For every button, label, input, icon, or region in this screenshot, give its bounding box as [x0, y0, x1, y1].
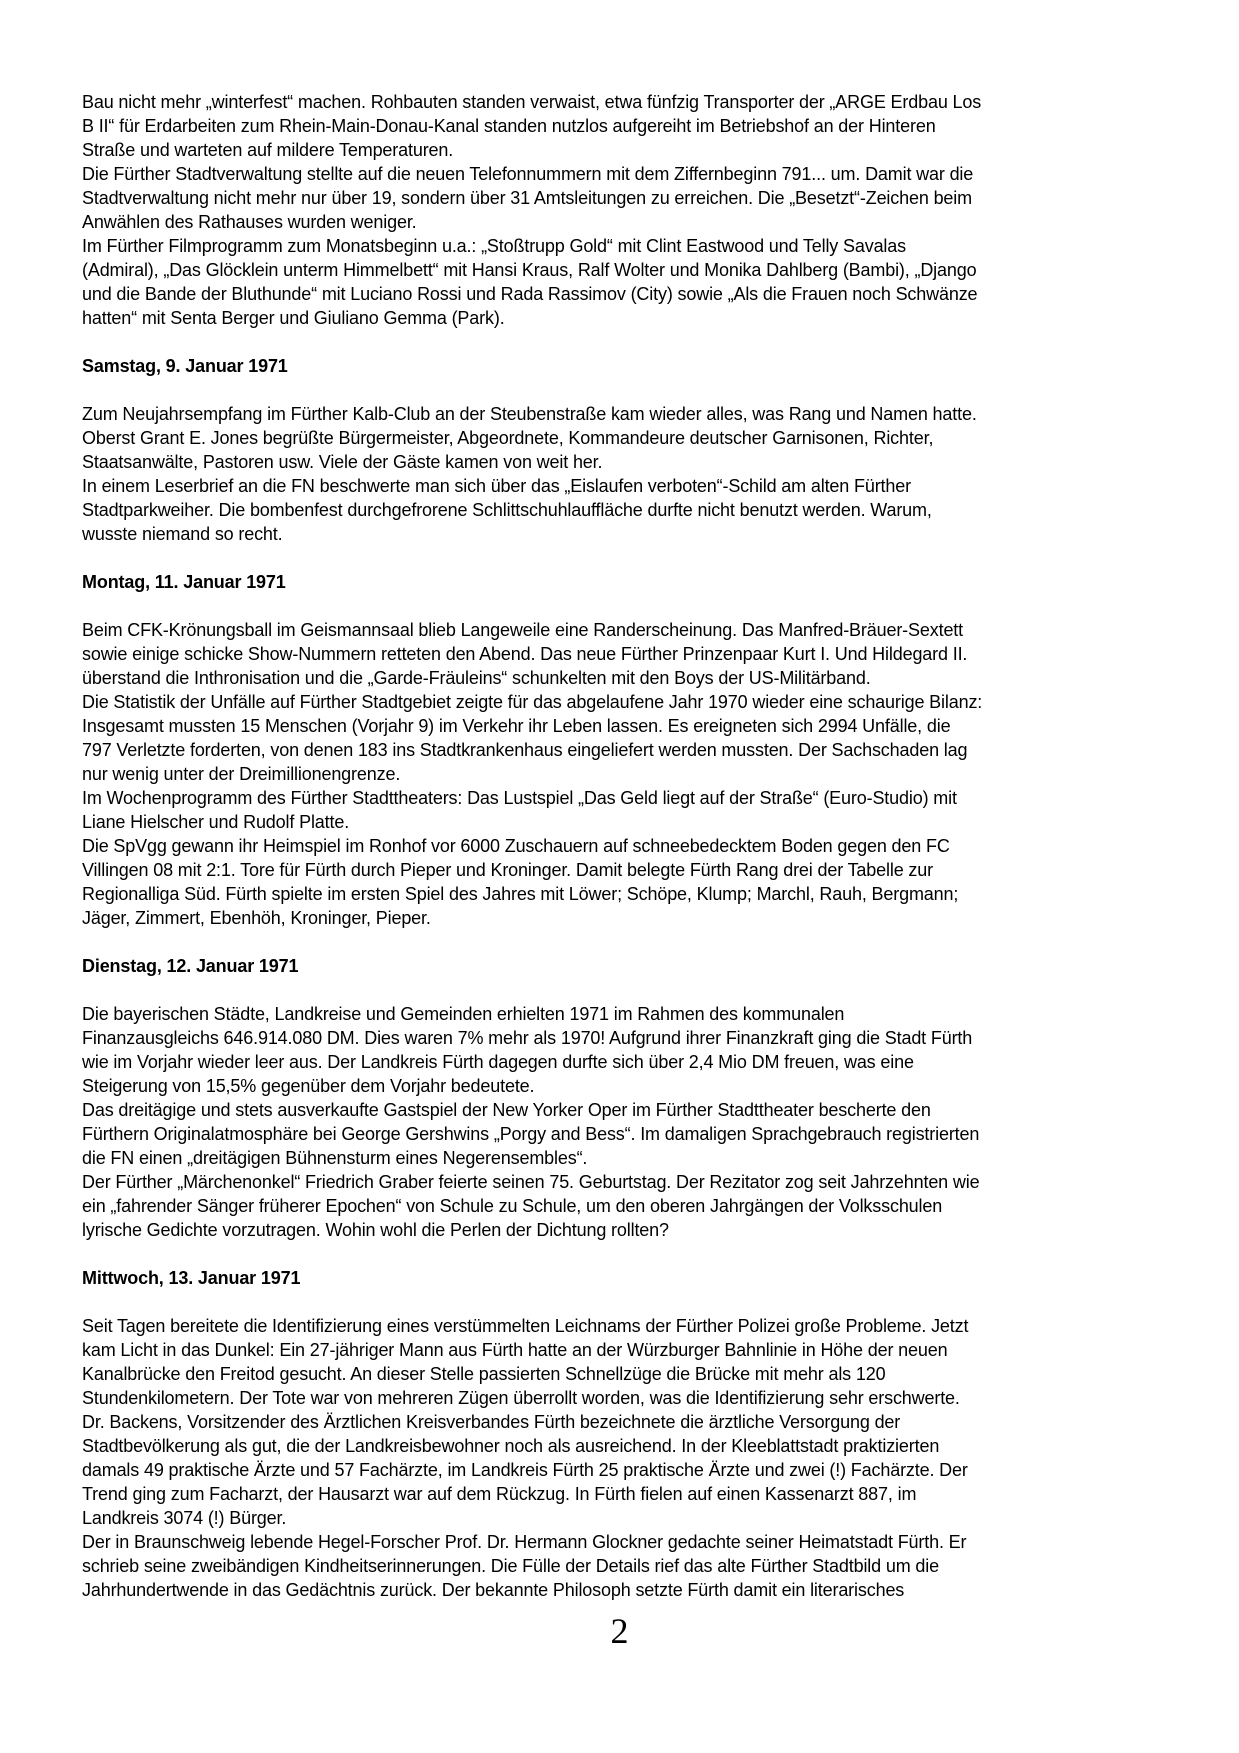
text-line: kam Licht in das Dunkel: Ein 27-jähriger Mann aus Fürth hatte an der Würzburger Bahnlinie in Höhe der neuen	[82, 1340, 948, 1360]
text-line: Landkreis 3074 (!) Bürger.	[82, 1508, 287, 1528]
text-line: Stadtverwaltung nicht mehr nur über 19, sondern über 31 Amtsleitungen zu erreichen. Die „Besetzt“-Zeichen beim	[82, 188, 972, 208]
paragraph	[82, 786, 1144, 834]
text-line: Der in Braunschweig lebende Hegel-Forscher Prof. Dr. Hermann Glockner gedachte seiner Heimatstadt Fürth. Er	[82, 1532, 967, 1552]
text-line: überstand die Inthronisation und die „Garde-Fräuleins“ schunkelten mit den Boys der US-Militärband.	[82, 668, 871, 688]
text-line: Finanzausgleichs 646.914.080 DM. Dies waren 7% mehr als 1970! Aufgrund ihrer Finanzkraft ging die Stadt Fürth	[82, 1028, 973, 1048]
text-line: Stadtparkweiher. Die bombenfest durchgefrorene Schlittschuhlauffläche durfte nicht benutzt werden. Warum,	[82, 500, 932, 520]
text-line: Liane Hielscher und Rudolf Platte.	[82, 812, 350, 832]
text-line: lyrische Gedichte vorzutragen. Wohin wohl die Perlen der Dichtung rollten?	[82, 1220, 669, 1240]
document-body	[82, 90, 1144, 1602]
text-line: Das dreitägige und stets ausverkaufte Gastspiel der New Yorker Oper im Fürther Stadttheater bescherte den	[82, 1100, 931, 1120]
text-line: Jahrhundertwende in das Gedächtnis zurück. Der bekannte Philosoph setzte Fürth damit ein literarisches	[82, 1580, 905, 1600]
text-line: In einem Leserbrief an die FN beschwerte man sich über das „Eislaufen verboten“-Schild am alten Fürther	[82, 476, 911, 496]
section-heading: Samstag, 9. Januar 1971	[82, 356, 288, 376]
text-line: Die Fürther Stadtverwaltung stellte auf die neuen Telefonnummern mit dem Ziffernbeginn 791... um. Damit war die	[82, 164, 974, 184]
text-line: Seit Tagen bereitete die Identifizierung eines verstümmelten Leichnams der Fürther Polizei große Probleme. Jetzt	[82, 1316, 969, 1336]
text-line: hatten“ mit Senta Berger und Giuliano Gemma (Park).	[82, 308, 505, 328]
text-line: wie im Vorjahr wieder leer aus. Der Landkreis Fürth dagegen durfte sich über 2,4 Mio DM freuen, was eine	[82, 1052, 914, 1072]
paragraph	[82, 1410, 1144, 1530]
text-line: Staatsanwälte, Pastoren usw. Viele der Gäste kamen von weit her.	[82, 452, 603, 472]
text-line: Der Fürther „Märchenonkel“ Friedrich Graber feierte seinen 75. Geburtstag. Der Rezitator zog seit Jahrzehnten wie	[82, 1172, 980, 1192]
text-line: und die Bande der Bluthunde“ mit Luciano Rossi und Rada Rassimov (City) sowie „Als die Frauen noch Schwänze	[82, 284, 978, 304]
text-line: die FN einen „dreitägigen Bühnensturm eines Negerensembles“.	[82, 1148, 588, 1168]
paragraph	[82, 162, 1144, 234]
paragraph	[82, 1530, 1144, 1602]
paragraph	[82, 1314, 1144, 1410]
text-line: damals 49 praktische Ärzte und 57 Fachärzte, im Landkreis Fürth 25 praktische Ärzte und zwei (!) Fachärzte. Der	[82, 1460, 968, 1480]
text-line: B II“ für Erdarbeiten zum Rhein-Main-Donau-Kanal standen nutzlos aufgereiht im Betriebshof an der Hinteren	[82, 116, 936, 136]
text-line: wusste niemand so recht.	[82, 524, 283, 544]
paragraph	[82, 834, 1144, 930]
paragraph	[82, 474, 1144, 546]
page-number: 2	[610, 1611, 629, 1651]
text-line: Zum Neujahrsempfang im Fürther Kalb-Club an der Steubenstraße kam wieder alles, was Rang und Namen hatte.	[82, 404, 977, 424]
text-line: Im Fürther Filmprogramm zum Monatsbeginn u.a.: „Stoßtrupp Gold“ mit Clint Eastwood und Telly Savalas	[82, 236, 906, 256]
paragraph	[82, 1170, 1144, 1242]
text-line: sowie einige schicke Show-Nummern retteten den Abend. Das neue Fürther Prinzenpaar Kurt I. Und Hildegard II.	[82, 644, 968, 664]
text-line: Die SpVgg gewann ihr Heimspiel im Ronhof vor 6000 Zuschauern auf schneebedecktem Boden gegen den FC	[82, 836, 950, 856]
section-heading: Mittwoch, 13. Januar 1971	[82, 1268, 301, 1288]
paragraph	[82, 234, 1144, 330]
text-line: Stadtbevölkerung als gut, die der Landkreisbewohner noch als ausreichend. In der Kleeblattstadt praktizierten	[82, 1436, 940, 1456]
text-line: Kanalbrücke den Freitod gesucht. An dieser Stelle passierten Schnellzüge die Brücke mit mehr als 120	[82, 1364, 886, 1384]
section-heading: Montag, 11. Januar 1971	[82, 572, 286, 592]
text-line: nur wenig unter der Dreimillionengrenze.	[82, 764, 401, 784]
paragraph	[82, 690, 1144, 786]
text-line: Die bayerischen Städte, Landkreise und Gemeinden erhielten 1971 im Rahmen des kommunalen	[82, 1004, 845, 1024]
paragraph	[82, 402, 1144, 474]
text-line: Stundenkilometern. Der Tote war von mehreren Zügen überrollt worden, was die Identifizierung sehr erschwerte.	[82, 1388, 960, 1408]
text-line: Insgesamt mussten 15 Menschen (Vorjahr 9) im Verkehr ihr Leben lassen. Es ereigneten sich 2994 Unfälle, die	[82, 716, 951, 736]
paragraph	[82, 1002, 1144, 1098]
section-heading: Dienstag, 12. Januar 1971	[82, 956, 299, 976]
paragraph	[82, 90, 1144, 162]
text-line: ein „fahrender Sänger früherer Epochen“ von Schule zu Schule, um den oberen Jahrgängen der Volksschulen	[82, 1196, 943, 1216]
paragraph	[82, 1098, 1144, 1170]
text-line: Steigerung von 15,5% gegenüber dem Vorjahr bedeutete.	[82, 1076, 535, 1096]
text-line: 797 Verletzte forderten, von denen 183 ins Stadtkrankenhaus eingeliefert werden mussten. Der Sachschaden lag	[82, 740, 968, 760]
text-line: Im Wochenprogramm des Fürther Stadttheaters: Das Lustspiel „Das Geld liegt auf der Straße“ (Euro-Studio) mit	[82, 788, 957, 808]
text-line: Jäger, Zimmert, Ebenhöh, Kroninger, Pieper.	[82, 908, 431, 928]
text-line: Anwählen des Rathauses wurden weniger.	[82, 212, 417, 232]
paragraph	[82, 618, 1144, 690]
text-line: Regionalliga Süd. Fürth spielte im ersten Spiel des Jahres mit Löwer; Schöpe, Klump; Marchl, Rauh, Bergmann;	[82, 884, 959, 904]
text-line: (Admiral), „Das Glöcklein unterm Himmelbett“ mit Hansi Kraus, Ralf Wolter und Monika Dahlberg (Bambi), „Django	[82, 260, 977, 280]
text-line: Fürthern Originalatmosphäre bei George Gershwins „Porgy and Bess“. Im damaligen Sprachgebrauch registrierten	[82, 1124, 980, 1144]
text-line: Villingen 08 mit 2:1. Tore für Fürth durch Pieper und Kroninger. Damit belegte Fürth Rang drei der Tabelle zur	[82, 860, 933, 880]
text-line: Die Statistik der Unfälle auf Fürther Stadtgebiet zeigte für das abgelaufene Jahr 1970 wieder eine schaurige Bilanz:	[82, 692, 983, 712]
text-line: schrieb seine zweibändigen Kindheitserinnerungen. Die Fülle der Details rief das alte Fürther Stadtbild um die	[82, 1556, 939, 1576]
text-line: Straße und warteten auf mildere Temperaturen.	[82, 140, 454, 160]
text-line: Trend ging zum Facharzt, der Hausarzt war auf dem Rückzug. In Fürth fielen auf einen Kassenarzt 887, im	[82, 1484, 917, 1504]
text-line: Dr. Backens, Vorsitzender des Ärztlichen Kreisverbandes Fürth bezeichnete die ärztliche Versorgung der	[82, 1412, 901, 1432]
text-line: Oberst Grant E. Jones begrüßte Bürgermeister, Abgeordnete, Kommandeure deutscher Garnisonen, Richter,	[82, 428, 934, 448]
text-line: Beim CFK-Krönungsball im Geismannsaal blieb Langeweile eine Randerscheinung. Das Manfred-Bräuer-Sextett	[82, 620, 964, 640]
text-line: Bau nicht mehr „winterfest“ machen. Rohbauten standen verwaist, etwa fünfzig Transporter der „ARGE Erdbau Los	[82, 92, 982, 112]
